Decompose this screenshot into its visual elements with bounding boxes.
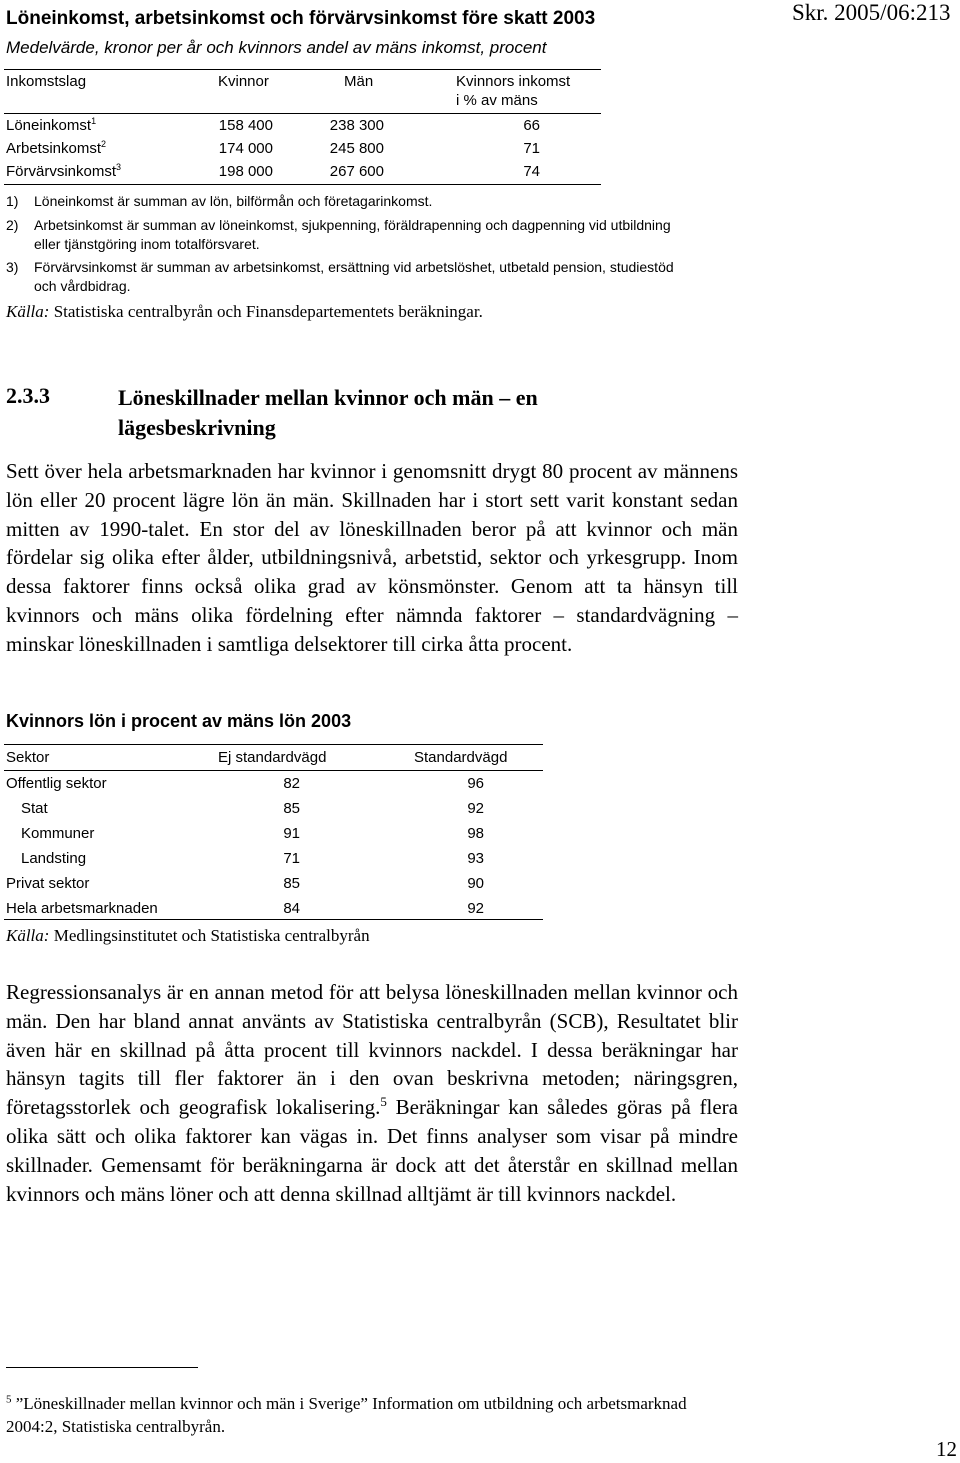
table1-header-rule bbox=[4, 113, 601, 114]
table-row-label: Hela arbetsmarknaden bbox=[6, 900, 158, 917]
table1-col-type: Inkomstslag bbox=[6, 73, 87, 90]
document-reference: Skr. 2005/06:213 bbox=[792, 0, 951, 25]
table-row-label: Offentlig sektor bbox=[6, 775, 107, 792]
table1-top-rule bbox=[4, 69, 601, 70]
table-row-label: Arbetsinkomst$^2$ bbox=[6, 139, 107, 157]
table2-title: Kvinnors lön i procent av mäns lön 2003 bbox=[6, 711, 352, 731]
footnote-2: 2) Arbetsinkomst är summan av löneinkomst, sjukpenning, föräldrapenning och dagpenning vid utbildning eller tjänstgöring inom totalförsvaret. bbox=[6, 217, 671, 252]
table-cell-women: 198 000 bbox=[218, 163, 273, 180]
table-cell-std: 98 bbox=[467, 825, 484, 842]
section-number: 2.3.3 bbox=[6, 383, 50, 408]
table-cell-raw: 71 bbox=[283, 850, 300, 867]
table1-subtitle: Medelvärde, kronor per år och kvinnors andel av mäns inkomst, procent bbox=[6, 38, 547, 57]
table1-source: Källa: Statistiska centralbyrån och Finansdepartementets beräkningar. bbox=[6, 302, 483, 321]
body-paragraph-2: Regressionsanalys är en annan metod för att belysa löneskillnaden mellan kvinnor och män. Den har bland annat använts av Statistiska centralbyrån (SCB), Resultatet blir även här en skillnad på åtta procent till kvinnors nackdel. I dessa beräkningar har hänsyn tagits till fler faktorer än i den ovan beskrivna metoden; näringsgren, företagsstorlek och geografisk lokalisering.$^5$ Beräkningar kan således göras på flera olika sätt och olika faktorer kan vägas in. Det finns analyser som visar på mindre skillnader. Gemensamt för beräkningarna är dock att det återstår en skillnad mellan kvinnors och mäns löner och att denna skillnad alltjämt är till kvinnors nackdel. bbox=[6, 980, 738, 1206]
table-cell-raw: 85 bbox=[283, 875, 300, 892]
table-row-label: Löneinkomst$^1$ bbox=[6, 116, 97, 134]
table2-col-std: Standardvägd bbox=[414, 749, 508, 766]
table2-col-sector: Sektor bbox=[6, 749, 50, 766]
table-cell-men: 267 600 bbox=[329, 163, 384, 180]
table-row-label: Privat sektor bbox=[6, 875, 90, 892]
body-paragraph-1: Sett över hela arbetsmarknaden har kvinnor i genomsnitt drygt 80 procent av männens lön eller 20 procent lägre lön än män. Skillnaden har i stort sett varit konstant sedan mitten av 1990-talet. En stor del av löneskillnaden beror på att kvinnor och män fördelar sig olika efter ålder, utbildningsnivå, arbetstid, sektor och yrkesgrupp. Inom dessa faktorer finns också olika grad av könsmönster. Genom att ta hänsyn till kvinnors och mäns olika fördelning efter nämnda faktorer – standardvägning – minskar löneskillnaden i samtliga delsektorer till cirka åtta procent. bbox=[6, 459, 738, 656]
table1-col-women: Kvinnor bbox=[218, 73, 269, 90]
section-title: Löneskillnader mellan kvinnor och män – en lägesbeskrivning bbox=[118, 385, 538, 440]
table-row-label: Landsting bbox=[21, 850, 87, 867]
table2-bottom-rule bbox=[4, 919, 543, 920]
table-cell-men: 238 300 bbox=[329, 117, 384, 134]
table-cell-std: 92 bbox=[467, 800, 484, 817]
footnote-5: $^5$ ”Löneskillnader mellan kvinnor och män i Sverige” Information om utbildning och arbetsmarknad 2004:2, Statistiska centralbyrån. bbox=[6, 1393, 687, 1436]
table2-source: Källa: Medlingsinstitutet och Statistiska centralbyrån bbox=[6, 926, 370, 945]
table-cell-share: 71 bbox=[523, 140, 540, 157]
table1-title: Löneinkomst, arbetsinkomst och förvärvsinkomst före skatt 2003 bbox=[6, 8, 596, 29]
footnote-separator bbox=[6, 1367, 198, 1368]
table-cell-raw: 82 bbox=[283, 775, 300, 792]
page-number: 12 bbox=[936, 1437, 957, 1461]
table1-bottom-rule bbox=[4, 184, 601, 185]
table-cell-raw: 84 bbox=[283, 900, 300, 917]
footnote-1: 1) Löneinkomst är summan av lön, bilförmån och företagarinkomst. bbox=[6, 193, 433, 209]
table2-top-rule bbox=[4, 744, 543, 745]
table1-col-share: Kvinnors inkomst bbox=[456, 73, 571, 90]
table-cell-std: 90 bbox=[467, 875, 484, 892]
table-cell-men: 245 800 bbox=[329, 140, 384, 157]
table-row-label: Förvärvsinkomst$^3$ bbox=[6, 162, 122, 180]
table1-col-men: Män bbox=[344, 73, 374, 90]
table-row-label: Kommuner bbox=[21, 825, 95, 842]
table-cell-std: 96 bbox=[467, 775, 484, 792]
table-cell-std: 93 bbox=[467, 850, 484, 867]
table-cell-raw: 85 bbox=[283, 800, 300, 817]
table-cell-women: 174 000 bbox=[218, 140, 273, 157]
table-cell-share: 66 bbox=[523, 117, 540, 134]
table1-col-share-line2: i % av mäns bbox=[456, 92, 538, 109]
table-cell-share: 74 bbox=[523, 163, 540, 180]
table-cell-women: 158 400 bbox=[218, 117, 273, 134]
table2-header-rule bbox=[4, 770, 543, 771]
footnote-reference: 5 bbox=[380, 1094, 387, 1110]
table2-col-raw: Ej standardvägd bbox=[218, 749, 327, 766]
table-cell-raw: 91 bbox=[283, 825, 300, 842]
table-cell-std: 92 bbox=[467, 900, 484, 917]
footnote-3: 3) Förvärvsinkomst är summan av arbetsinkomst, ersättning vid arbetslöshet, utbetald pension, studiestöd och vårdbidrag. bbox=[6, 259, 674, 294]
table-row-label: Stat bbox=[21, 800, 48, 817]
